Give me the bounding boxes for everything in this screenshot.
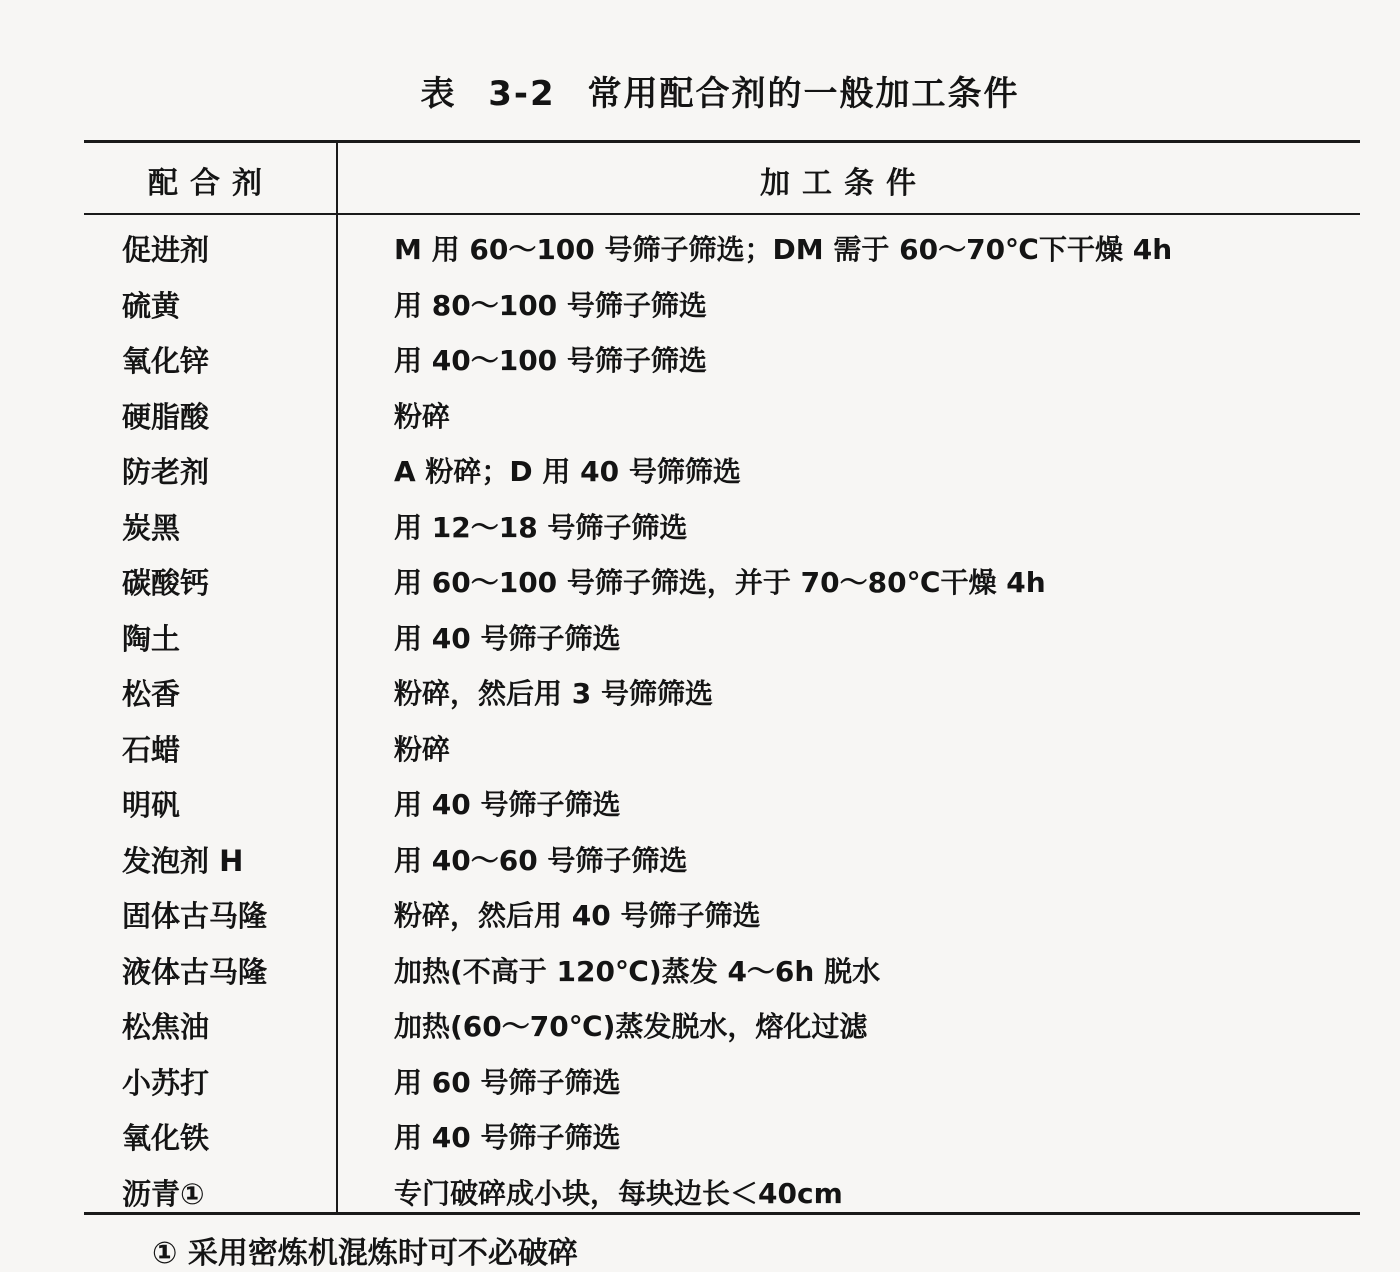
agent-cell: 硬脂酸: [122, 399, 210, 434]
condition-cell: 用 40～60 号筛子筛选: [394, 843, 688, 877]
table-row: [84, 553, 1360, 609]
table-row: [84, 442, 1360, 498]
condition-cell: 加热(60～70℃)蒸发脱水，熔化过滤: [394, 1010, 868, 1043]
column-header-condition: 加工条件: [760, 166, 928, 201]
table-row: [84, 1053, 1360, 1109]
table-row: [84, 498, 1360, 554]
agent-cell: 小苏打: [122, 1065, 210, 1100]
agent-cell: 石蜡: [122, 732, 181, 767]
table-row: [84, 609, 1360, 665]
agent-cell: 陶土: [122, 621, 181, 656]
table-row: [84, 220, 1360, 276]
condition-cell: 用 60～100 号筛子筛选，并于 70～80℃干燥 4h: [394, 566, 1046, 599]
agent-cell: 液体古马隆: [122, 954, 268, 989]
condition-cell: 用 80～100 号筛子筛选: [394, 288, 707, 322]
table-footnote: ① 采用密炼机混炼时可不必破碎: [152, 1236, 578, 1271]
processing-conditions-table: [84, 140, 1360, 1216]
agent-cell: 氧化铁: [122, 1121, 210, 1155]
condition-cell: 粉碎: [394, 399, 451, 433]
table-row: [84, 831, 1360, 887]
condition-cell: 粉碎，然后用 3 号筛筛选: [394, 677, 713, 710]
condition-cell: 用 40～100 号筛子筛选: [394, 344, 707, 377]
table-row: [84, 387, 1360, 443]
condition-cell: 用 40 号筛子筛选: [394, 621, 621, 655]
condition-cell: 专门破碎成小块，每块边长＜40cm: [394, 1176, 843, 1210]
table-header-rule: [84, 213, 1360, 215]
table-row: [84, 1164, 1360, 1220]
table-row: [84, 886, 1360, 942]
table-row: [84, 997, 1360, 1053]
condition-cell: 用 40 号筛子筛选: [394, 1121, 621, 1154]
agent-cell: 碳酸钙: [122, 566, 210, 600]
condition-cell: A 粉碎；D 用 40 号筛筛选: [394, 455, 741, 488]
agent-cell: 炭黑: [122, 510, 181, 545]
agent-cell: 明矾: [122, 788, 181, 822]
table-row: [84, 664, 1360, 720]
agent-cell: 发泡剂 H: [122, 843, 244, 878]
condition-cell: 用 40 号筛子筛选: [394, 788, 621, 821]
table-top-rule: [84, 140, 1360, 143]
agent-cell: 促进剂: [122, 233, 210, 267]
table-row: [84, 331, 1360, 387]
table-row: [84, 1108, 1360, 1164]
table-title: 表 3-2 常用配合剂的一般加工条件: [420, 74, 1020, 114]
agent-cell: 固体古马隆: [122, 899, 268, 933]
table-row: [84, 276, 1360, 332]
condition-cell: 用 12～18 号筛子筛选: [394, 510, 688, 544]
table-bottom-rule: [84, 1212, 1360, 1215]
table-row: [84, 720, 1360, 776]
agent-cell: 防老剂: [122, 455, 210, 489]
agent-cell: 沥青①: [122, 1176, 205, 1211]
table-row: [84, 775, 1360, 831]
condition-cell: 用 60 号筛子筛选: [394, 1065, 621, 1099]
table-body: [84, 220, 1360, 1219]
agent-cell: 硫黄: [122, 288, 181, 323]
condition-cell: 粉碎，然后用 40 号筛子筛选: [394, 899, 761, 932]
column-header-agent: 配合剂: [148, 166, 274, 201]
agent-cell: 氧化锌: [122, 344, 210, 378]
condition-cell: 粉碎: [394, 732, 451, 766]
condition-cell: M 用 60～100 号筛子筛选；DM 需于 60～70℃下干燥 4h: [394, 233, 1173, 266]
agent-cell: 松焦油: [122, 1010, 210, 1044]
table-row: [84, 942, 1360, 998]
agent-cell: 松香: [122, 677, 181, 711]
condition-cell: 加热(不高于 120℃)蒸发 4～6h 脱水: [394, 954, 881, 988]
